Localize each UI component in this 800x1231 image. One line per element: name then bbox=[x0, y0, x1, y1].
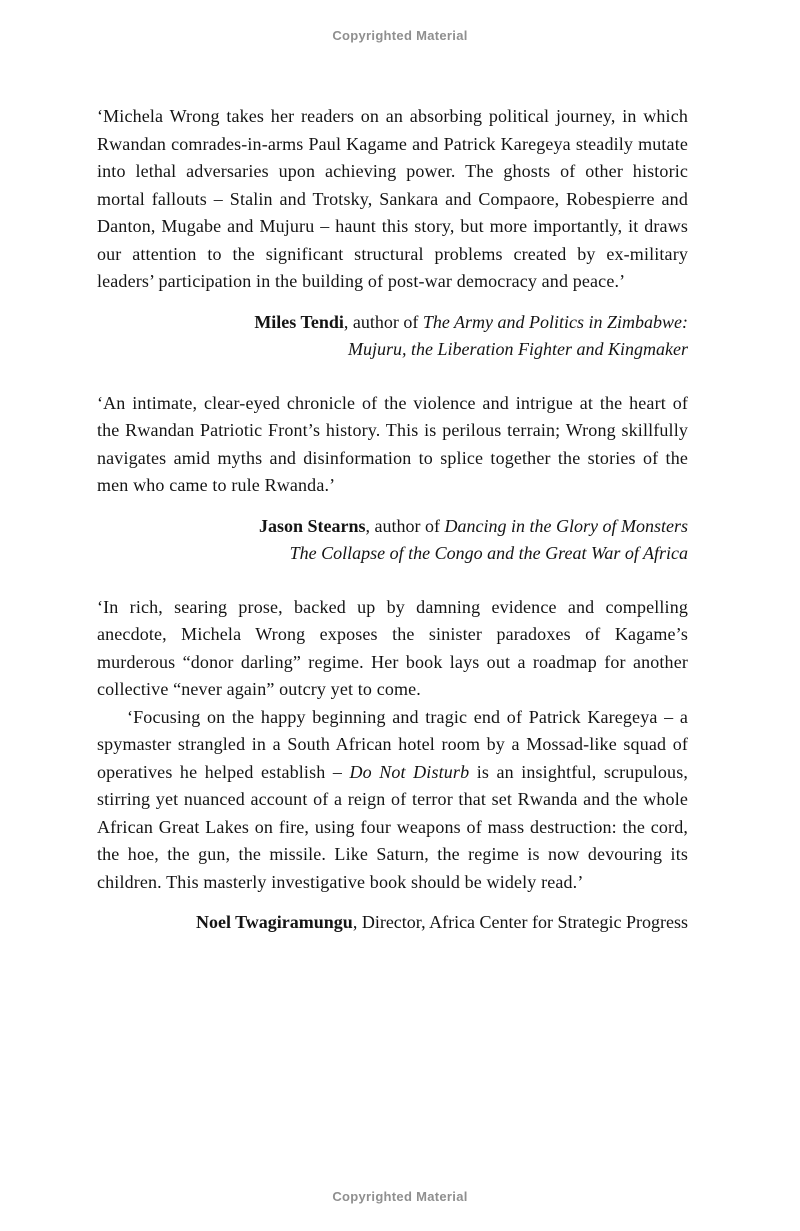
quote-text-after-title: is an insightful, scrupulous, stirring yet nuanced account of a reign of terror that set Rwanda and the whole African Great Lakes on fire, using four weapons of mass destruction: the cord, the hoe, the gun, the missile. Like Saturn, the regime is now devouring its children. This masterly investigative book should be widely read.’ bbox=[97, 761, 688, 892]
copyright-notice-bottom: Copyrighted Material bbox=[332, 1189, 468, 1204]
attribution-name: Jason Stearns bbox=[259, 515, 366, 536]
attribution-role: , Director, Africa Center for Strategic Progress bbox=[352, 912, 688, 932]
endorsement-attribution-3 bbox=[97, 909, 688, 936]
attribution-work-title: The Army and Politics in Zimbabwe: bbox=[422, 311, 688, 332]
attribution-work-title-line2: Mujuru, the Liberation Fighter and Kingmaker bbox=[348, 338, 688, 359]
attribution-name: Miles Tendi bbox=[254, 311, 344, 332]
attribution-line bbox=[97, 309, 688, 336]
attribution-line bbox=[97, 513, 688, 540]
endorsement-quote-1: ‘Michela Wrong takes her readers on an absorbing political journey, in which Rwandan comrades-in-arms Paul Kagame and Patrick Karegeya steadily mutate into lethal adversaries upon achieving power. The ghosts of other historic mortal fallouts – Stalin and Trotsky, Sankara and Compaore, Robespierre and Danton, Mugabe and Mujuru – haunt this story, but more importantly, it draws our attention to the significant structural problems created by ex-military leaders’ participation in the building of post-war democracy and peace.’ bbox=[97, 106, 688, 291]
endorsements-content bbox=[0, 43, 800, 963]
endorsement-quote-2: ‘An intimate, clear-eyed chronicle of the violence and intrigue at the heart of the Rwandan Patriotic Front’s history. This is perilous terrain; Wrong skillfully navigates amid myths and disinformation to splice together the stories of the men who came to rule Rwanda.’ bbox=[97, 392, 688, 495]
attribution-role: , author of bbox=[343, 311, 423, 332]
endorsement-quote-3-paragraph-2 bbox=[97, 704, 688, 897]
attribution-name: Noel Twagiramungu bbox=[195, 912, 353, 932]
attribution-work-title: Dancing in the Glory of Monsters bbox=[444, 515, 688, 536]
attribution-role: , author of bbox=[365, 515, 445, 536]
quote-text-before-title: ‘Focusing on the happy beginning and tragic end of Patrick Karegeya – a spymaster strangled in a South African hotel room by a Mossad-like squad of operatives he helped establish – bbox=[97, 706, 688, 782]
book-title-inline: Do Not Disturb bbox=[349, 761, 470, 782]
copyright-notice-top: Copyrighted Material bbox=[332, 28, 468, 43]
attribution-line bbox=[97, 909, 688, 936]
endorsement-attribution-1 bbox=[97, 309, 688, 363]
endorsement-quote-3-paragraph-1: ‘In rich, searing prose, backed up by damning evidence and compelling anecdote, Michela Wrong exposes the sinister paradoxes of Kagame’s murderous “donor darling” regime. Her book lays out a roadmap for another collective “never again” outcry yet to come. bbox=[97, 596, 688, 699]
attribution-work-title-line2: The Collapse of the Congo and the Great War of Africa bbox=[289, 542, 688, 563]
endorsement-attribution-2 bbox=[97, 513, 688, 567]
